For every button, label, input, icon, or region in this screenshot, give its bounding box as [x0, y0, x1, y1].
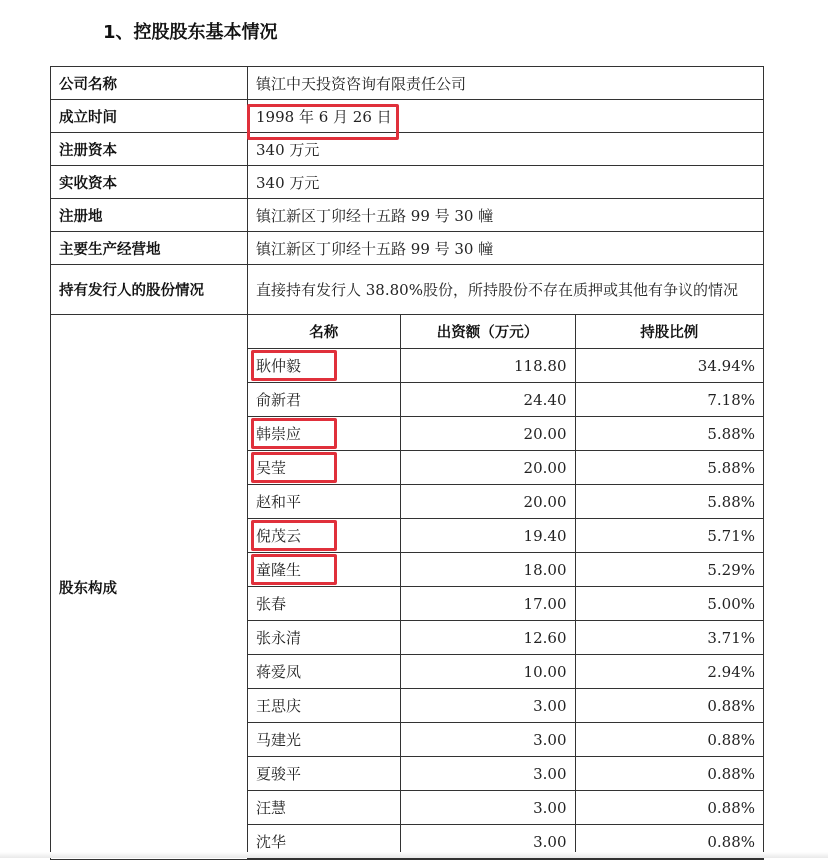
table-row	[248, 757, 763, 791]
shareholder-amount: 3.00	[400, 689, 575, 723]
shareholder-name-text: 张永清	[256, 629, 302, 647]
shareholder-name	[248, 417, 400, 451]
shareholder-name-text: 童隆生	[256, 561, 302, 579]
shareholder-name	[248, 791, 400, 825]
shareholder-amount: 20.00	[400, 451, 575, 485]
shareholder-name-text: 沈华	[256, 833, 287, 851]
table-row	[51, 199, 764, 232]
name-highlight-box	[251, 554, 337, 585]
column-header-ratio: 持股比例	[575, 315, 763, 349]
name-highlight-box	[251, 452, 337, 483]
table-row	[51, 67, 764, 100]
shareholder-ratio: 5.71%	[575, 519, 763, 553]
shareholder-amount: 3.00	[400, 757, 575, 791]
shareholder-ratio: 0.88%	[575, 689, 763, 723]
registered-address-value: 镇江新区丁卯经十五路 99 号 30 幢	[248, 199, 764, 232]
shareholders-table	[248, 315, 763, 859]
registered-capital-value: 340 万元	[248, 133, 764, 166]
table-row	[248, 621, 763, 655]
shareholder-amount: 12.60	[400, 621, 575, 655]
shareholder-ratio: 0.88%	[575, 791, 763, 825]
table-row	[248, 417, 763, 451]
table-row	[248, 689, 763, 723]
shareholder-name	[248, 587, 400, 621]
shareholder-name-text: 张春	[256, 595, 287, 613]
shareholder-name-text: 王思庆	[256, 697, 302, 715]
shareholder-ratio: 0.88%	[575, 825, 763, 859]
business-address-value: 镇江新区丁卯经十五路 99 号 30 幢	[248, 232, 764, 265]
shareholder-ratio: 5.88%	[575, 485, 763, 519]
shareholder-name-text: 俞新君	[256, 391, 302, 409]
shareholder-name-text: 韩崇应	[256, 425, 302, 443]
column-header-amount: 出资额（万元）	[400, 315, 575, 349]
shareholder-name	[248, 655, 400, 689]
table-row	[248, 587, 763, 621]
shareholder-name-text: 蒋爱凤	[256, 663, 302, 681]
shareholder-ratio: 34.94%	[575, 349, 763, 383]
shareholder-amount: 3.00	[400, 723, 575, 757]
date-highlight-box	[247, 104, 399, 140]
row-label: 实收资本	[51, 166, 248, 199]
table-row	[248, 485, 763, 519]
page-edge-shadow	[0, 852, 828, 858]
shareholder-amount: 24.40	[400, 383, 575, 417]
name-highlight-box	[251, 350, 337, 381]
table-row	[51, 133, 764, 166]
table-row	[51, 265, 764, 315]
shareholder-name	[248, 519, 400, 553]
shareholder-ratio: 0.88%	[575, 757, 763, 791]
table-row	[51, 100, 764, 133]
table-row	[248, 519, 763, 553]
shareholders-header-row	[248, 315, 763, 349]
row-label: 成立时间	[51, 100, 248, 133]
name-highlight-box	[251, 418, 337, 449]
column-header-name: 名称	[248, 315, 400, 349]
table-row	[248, 553, 763, 587]
shareholders-cell	[248, 315, 764, 860]
shareholder-amount: 10.00	[400, 655, 575, 689]
shareholder-name	[248, 689, 400, 723]
shareholder-ratio: 5.88%	[575, 451, 763, 485]
table-row	[248, 451, 763, 485]
paid-in-capital-value: 340 万元	[248, 166, 764, 199]
shareholder-name-text: 倪茂云	[256, 527, 302, 545]
row-label: 持有发行人的股份情况	[51, 265, 248, 315]
shareholder-ratio: 2.94%	[575, 655, 763, 689]
shareholder-ratio: 5.88%	[575, 417, 763, 451]
shareholder-amount: 3.00	[400, 791, 575, 825]
shareholder-info-table	[50, 66, 764, 860]
shareholder-name-text: 马建光	[256, 731, 302, 749]
founding-date-value: 1998 年 6 月 26 日	[248, 100, 764, 133]
section-title: 1、控股股东基本情况	[103, 22, 278, 43]
row-label: 注册地	[51, 199, 248, 232]
table-row	[51, 232, 764, 265]
table-row	[248, 723, 763, 757]
shareholder-name-text: 吴莹	[256, 459, 287, 477]
row-label: 公司名称	[51, 67, 248, 100]
shareholder-name	[248, 383, 400, 417]
company-name-value: 镇江中天投资咨询有限责任公司	[248, 67, 764, 100]
table-row	[51, 166, 764, 199]
shareholder-ratio: 5.29%	[575, 553, 763, 587]
shareholder-name	[248, 485, 400, 519]
shareholder-amount: 20.00	[400, 417, 575, 451]
shareholder-name	[248, 451, 400, 485]
shareholder-amount: 19.40	[400, 519, 575, 553]
row-label: 主要生产经营地	[51, 232, 248, 265]
shareholder-name	[248, 349, 400, 383]
shareholder-ratio: 5.00%	[575, 587, 763, 621]
shareholding-value: 直接持有发行人 38.80%股份，所持股份不存在质押或其他有争议的情况	[248, 265, 764, 315]
shareholder-name-text: 耿仲毅	[256, 357, 302, 375]
shareholder-name-text: 夏骏平	[256, 765, 302, 783]
table-row	[248, 383, 763, 417]
table-row	[248, 791, 763, 825]
shareholder-amount: 3.00	[400, 825, 575, 859]
shareholder-name-text: 赵和平	[256, 493, 302, 511]
shareholder-amount: 118.80	[400, 349, 575, 383]
table-row	[248, 655, 763, 689]
shareholder-name	[248, 621, 400, 655]
shareholder-ratio: 0.88%	[575, 723, 763, 757]
shareholder-amount: 17.00	[400, 587, 575, 621]
shareholder-ratio: 7.18%	[575, 383, 763, 417]
shareholder-amount: 20.00	[400, 485, 575, 519]
table-row	[51, 315, 764, 860]
shareholder-name-text: 汪慧	[256, 799, 287, 817]
shareholder-amount: 18.00	[400, 553, 575, 587]
shareholder-ratio: 3.71%	[575, 621, 763, 655]
shareholder-name	[248, 723, 400, 757]
shareholders-label: 股东构成	[51, 315, 248, 860]
name-highlight-box	[251, 520, 337, 551]
row-label: 注册资本	[51, 133, 248, 166]
shareholder-name	[248, 757, 400, 791]
shareholder-name	[248, 553, 400, 587]
table-row	[248, 349, 763, 383]
